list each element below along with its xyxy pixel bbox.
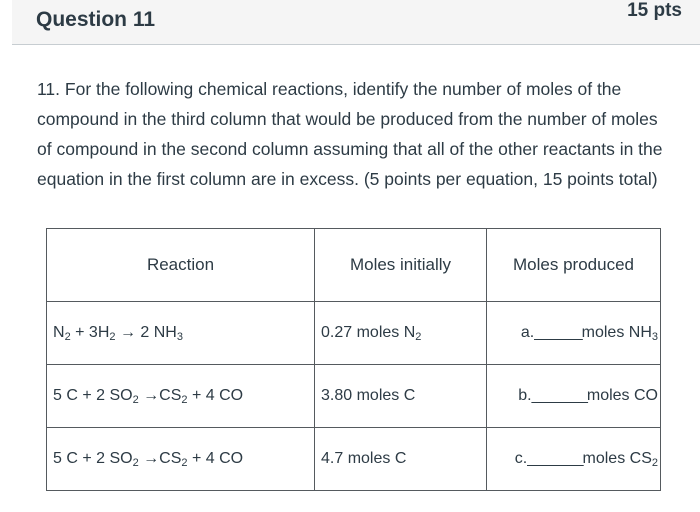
answer-blank[interactable]: _______ [531, 387, 587, 404]
answer-letter: c. [514, 449, 528, 467]
reaction-part: 5 C + 2 SO [53, 386, 133, 404]
header-moles-produced: Moles produced [487, 229, 661, 302]
answer-unit: moles NH [581, 323, 652, 341]
reaction-part: 5 C + 2 SO [53, 449, 133, 467]
answer-letter: a. [520, 323, 535, 341]
initial-subscript: 2 [415, 330, 422, 343]
initial-cell [315, 428, 487, 491]
reaction-subscript: 2 [181, 393, 188, 406]
reaction-part: + 4 CO [187, 386, 244, 404]
reaction-part: →CS [138, 449, 182, 467]
reaction-part: N [53, 323, 65, 341]
initial-text: 4.7 moles C [321, 450, 407, 467]
reaction-cell [47, 365, 315, 428]
table-row [47, 302, 661, 365]
table-row [47, 428, 661, 491]
question-prompt: 11. For the following chemical reactions, identify the number of moles of the compound in the third column that would be produced from the number of moles of compound in the second column assuming that all of the other reactants in the equation in the first column are in excess. (5 points per equation, 15 points total) [37, 79, 663, 189]
initial-cell [315, 302, 487, 365]
reaction-part: → 2 NH [115, 323, 177, 341]
answer-blank[interactable]: ______ [534, 323, 582, 341]
answer-cell [487, 302, 661, 365]
answer-letter: b. [518, 387, 532, 404]
answer-blank[interactable]: _______ [527, 449, 583, 467]
initial-text: 3.80 moles C [321, 387, 416, 404]
header-reaction: Reaction [47, 229, 315, 302]
reaction-subscript: 2 [181, 456, 188, 469]
reaction-subscript: 2 [64, 330, 71, 343]
question-points: 15 pts [627, 0, 682, 21]
answer-cell [487, 428, 661, 491]
question-header [12, 0, 700, 45]
reaction-subscript: 2 [132, 393, 139, 406]
answer-cell [487, 365, 661, 428]
reaction-cell [47, 428, 315, 491]
header-moles-initially: Moles initially [315, 229, 487, 302]
initial-cell [315, 365, 487, 428]
reaction-part: →CS [138, 386, 182, 404]
answer-subscript: 2 [651, 456, 658, 469]
initial-text: 0.27 moles N [321, 323, 416, 341]
reaction-cell [47, 302, 315, 365]
reaction-subscript: 3 [176, 330, 183, 343]
answer-unit: moles CO [586, 387, 658, 404]
reaction-subscript: 2 [132, 456, 139, 469]
answer-unit: moles CS [582, 449, 652, 467]
answer-subscript: 3 [651, 330, 658, 343]
reaction-part: + 3H [70, 323, 110, 341]
question-title: Question 11 [36, 8, 156, 31]
reaction-subscript: 2 [109, 330, 116, 343]
table-row [47, 365, 661, 428]
table-header-row [47, 229, 661, 302]
reaction-table [46, 228, 660, 490]
reaction-part: + 4 CO [187, 449, 244, 467]
